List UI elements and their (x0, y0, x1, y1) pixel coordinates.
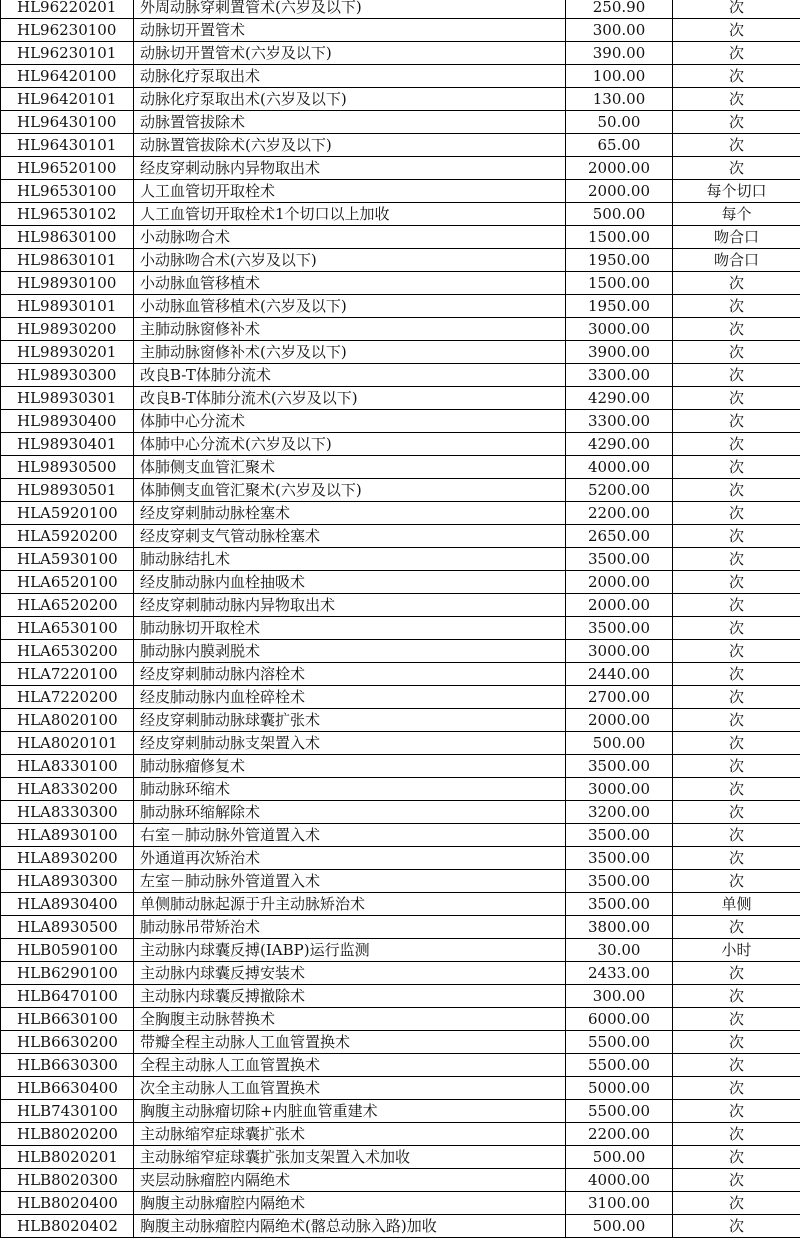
item-name-cell: 外通道再次矫治术 (134, 847, 566, 870)
item-name-cell: 经皮肺动脉内血栓抽吸术 (134, 571, 566, 594)
table-row (1, 42, 800, 65)
item-name-cell: 胸腹主动脉瘤切除+内脏血管重建术 (134, 1100, 566, 1123)
table-row (1, 870, 800, 893)
item-price-cell: 2433.00 (566, 962, 673, 985)
table-row (1, 410, 800, 433)
item-unit-cell: 次 (673, 1215, 800, 1238)
item-price-cell: 3500.00 (566, 893, 673, 916)
item-price-cell: 500.00 (566, 732, 673, 755)
item-unit-cell: 次 (673, 65, 800, 88)
item-name-cell: 经皮穿刺肺动脉内异物取出术 (134, 594, 566, 617)
item-price-cell: 2200.00 (566, 502, 673, 525)
item-name-cell: 经皮穿刺动脉内异物取出术 (134, 157, 566, 180)
item-unit-cell: 次 (673, 962, 800, 985)
item-unit-cell: 次 (673, 1192, 800, 1215)
item-code-cell: HL96420100 (1, 65, 134, 88)
item-price-cell: 4000.00 (566, 456, 673, 479)
table-row (1, 111, 800, 134)
item-price-cell: 3100.00 (566, 1192, 673, 1215)
item-code-cell: HLA5930100 (1, 548, 134, 571)
table-row (1, 364, 800, 387)
item-price-cell: 3500.00 (566, 824, 673, 847)
item-code-cell: HL96230100 (1, 19, 134, 42)
table-row (1, 1169, 800, 1192)
item-price-cell: 3800.00 (566, 916, 673, 939)
table-row (1, 1008, 800, 1031)
item-name-cell: 全胸腹主动脉替换术 (134, 1008, 566, 1031)
item-name-cell: 单侧肺动脉起源于升主动脉矫治术 (134, 893, 566, 916)
item-code-cell: HLB6630100 (1, 1008, 134, 1031)
item-code-cell: HL98930300 (1, 364, 134, 387)
item-price-cell: 4000.00 (566, 1169, 673, 1192)
item-name-cell: 经皮穿刺肺动脉支架置入术 (134, 732, 566, 755)
item-name-cell: 小动脉血管移植术 (134, 272, 566, 295)
table-row (1, 1031, 800, 1054)
table-row (1, 778, 800, 801)
table-row (1, 985, 800, 1008)
item-unit-cell: 次 (673, 1031, 800, 1054)
item-unit-cell: 次 (673, 1146, 800, 1169)
table-row (1, 502, 800, 525)
item-name-cell: 体肺中心分流术(六岁及以下) (134, 433, 566, 456)
item-name-cell: 小动脉血管移植术(六岁及以下) (134, 295, 566, 318)
item-unit-cell: 次 (673, 709, 800, 732)
table-row (1, 1146, 800, 1169)
item-unit-cell: 次 (673, 525, 800, 548)
item-unit-cell: 次 (673, 433, 800, 456)
item-name-cell: 肺动脉结扎术 (134, 548, 566, 571)
item-code-cell: HLA8930500 (1, 916, 134, 939)
table-row (1, 249, 800, 272)
table-row (1, 433, 800, 456)
item-code-cell: HLA8930300 (1, 870, 134, 893)
item-code-cell: HLB6630300 (1, 1054, 134, 1077)
item-code-cell: HLB8020201 (1, 1146, 134, 1169)
table-row (1, 893, 800, 916)
item-name-cell: 动脉置管拔除术 (134, 111, 566, 134)
table-row (1, 663, 800, 686)
item-name-cell: 改良B-T体肺分流术(六岁及以下) (134, 387, 566, 410)
item-code-cell: HLB6630200 (1, 1031, 134, 1054)
table-row (1, 1123, 800, 1146)
item-price-cell: 1500.00 (566, 226, 673, 249)
item-unit-cell: 次 (673, 42, 800, 65)
item-code-cell: HLA8930400 (1, 893, 134, 916)
table-row (1, 295, 800, 318)
item-unit-cell: 次 (673, 88, 800, 111)
item-unit-cell: 次 (673, 663, 800, 686)
table-row (1, 824, 800, 847)
item-unit-cell: 次 (673, 617, 800, 640)
item-code-cell: HLB8020400 (1, 1192, 134, 1215)
item-name-cell: 主动脉缩窄症球囊扩张加支架置入术加收 (134, 1146, 566, 1169)
table-row (1, 341, 800, 364)
item-code-cell: HL98930200 (1, 318, 134, 341)
item-code-cell: HLA5920200 (1, 525, 134, 548)
item-name-cell: 小动脉吻合术(六岁及以下) (134, 249, 566, 272)
table-row (1, 157, 800, 180)
table-row (1, 916, 800, 939)
table-row (1, 548, 800, 571)
item-code-cell: HLA6520100 (1, 571, 134, 594)
item-price-cell: 3300.00 (566, 410, 673, 433)
item-code-cell: HL98930500 (1, 456, 134, 479)
item-price-cell: 5200.00 (566, 479, 673, 502)
item-name-cell: 肺动脉内膜剥脱术 (134, 640, 566, 663)
table-row (1, 1192, 800, 1215)
item-price-cell: 2000.00 (566, 180, 673, 203)
table-row (1, 456, 800, 479)
item-unit-cell: 次 (673, 111, 800, 134)
item-name-cell: 全程主动脉人工血管置换术 (134, 1054, 566, 1077)
item-code-cell: HLB6630400 (1, 1077, 134, 1100)
item-unit-cell: 每个切口 (673, 180, 800, 203)
item-code-cell: HLA8020100 (1, 709, 134, 732)
item-code-cell: HLA8930100 (1, 824, 134, 847)
item-price-cell: 2650.00 (566, 525, 673, 548)
item-price-cell: 1950.00 (566, 295, 673, 318)
item-unit-cell: 次 (673, 985, 800, 1008)
table-row (1, 1100, 800, 1123)
item-code-cell: HLB7430100 (1, 1100, 134, 1123)
item-name-cell: 主动脉内球囊反搏撤除术 (134, 985, 566, 1008)
table-row (1, 962, 800, 985)
table-row (1, 88, 800, 111)
item-unit-cell: 吻合口 (673, 226, 800, 249)
item-name-cell: 人工血管切开取栓术1个切口以上加收 (134, 203, 566, 226)
item-price-cell: 500.00 (566, 203, 673, 226)
item-price-cell: 500.00 (566, 1146, 673, 1169)
item-name-cell: 带瓣全程主动脉人工血管置换术 (134, 1031, 566, 1054)
item-name-cell: 胸腹主动脉瘤腔内隔绝术 (134, 1192, 566, 1215)
item-unit-cell: 次 (673, 686, 800, 709)
table-row (1, 180, 800, 203)
table-row (1, 1077, 800, 1100)
item-unit-cell: 次 (673, 318, 800, 341)
item-price-cell: 4290.00 (566, 433, 673, 456)
item-price-cell: 3000.00 (566, 640, 673, 663)
item-unit-cell: 次 (673, 364, 800, 387)
table-row (1, 686, 800, 709)
table-row (1, 640, 800, 663)
item-price-cell: 300.00 (566, 985, 673, 1008)
item-code-cell: HL96530102 (1, 203, 134, 226)
item-price-cell: 3900.00 (566, 341, 673, 364)
item-unit-cell: 次 (673, 1169, 800, 1192)
item-code-cell: HL98930201 (1, 341, 134, 364)
item-code-cell: HLA6520200 (1, 594, 134, 617)
item-unit-cell: 次 (673, 847, 800, 870)
item-price-cell: 3500.00 (566, 548, 673, 571)
item-unit-cell: 次 (673, 295, 800, 318)
item-name-cell: 动脉切开置管术 (134, 19, 566, 42)
item-price-cell: 500.00 (566, 1215, 673, 1238)
item-name-cell: 体肺侧支血管汇聚术(六岁及以下) (134, 479, 566, 502)
table-row (1, 1054, 800, 1077)
item-price-cell: 3300.00 (566, 364, 673, 387)
item-unit-cell: 次 (673, 778, 800, 801)
item-name-cell: 胸腹主动脉瘤腔内隔绝术(髂总动脉入路)加收 (134, 1215, 566, 1238)
item-code-cell: HLA8930200 (1, 847, 134, 870)
item-price-cell: 3500.00 (566, 847, 673, 870)
item-unit-cell: 次 (673, 571, 800, 594)
item-code-cell: HL96420101 (1, 88, 134, 111)
item-name-cell: 肺动脉环缩解除术 (134, 801, 566, 824)
item-name-cell: 经皮肺动脉内血栓碎栓术 (134, 686, 566, 709)
item-name-cell: 肺动脉吊带矫治术 (134, 916, 566, 939)
item-unit-cell: 次 (673, 801, 800, 824)
item-price-cell: 6000.00 (566, 1008, 673, 1031)
item-price-cell: 3000.00 (566, 318, 673, 341)
item-price-cell: 100.00 (566, 65, 673, 88)
item-unit-cell: 次 (673, 824, 800, 847)
item-unit-cell: 次 (673, 0, 800, 19)
item-unit-cell: 次 (673, 870, 800, 893)
table-row (1, 571, 800, 594)
item-unit-cell: 次 (673, 479, 800, 502)
table-row (1, 755, 800, 778)
table-row (1, 65, 800, 88)
item-price-cell: 2000.00 (566, 709, 673, 732)
item-code-cell: HLB6290100 (1, 962, 134, 985)
item-unit-cell: 次 (673, 916, 800, 939)
item-name-cell: 动脉化疗泵取出术(六岁及以下) (134, 88, 566, 111)
item-code-cell: HLA6530200 (1, 640, 134, 663)
item-price-cell: 130.00 (566, 88, 673, 111)
table-row (1, 525, 800, 548)
item-name-cell: 经皮穿刺支气管动脉栓塞术 (134, 525, 566, 548)
item-unit-cell: 次 (673, 157, 800, 180)
item-code-cell: HLA8020101 (1, 732, 134, 755)
item-unit-cell: 次 (673, 1077, 800, 1100)
item-name-cell: 体肺侧支血管汇聚术 (134, 456, 566, 479)
item-price-cell: 5000.00 (566, 1077, 673, 1100)
item-price-cell: 30.00 (566, 939, 673, 962)
item-price-cell: 3200.00 (566, 801, 673, 824)
item-price-cell: 65.00 (566, 134, 673, 157)
item-code-cell: HL96520100 (1, 157, 134, 180)
item-code-cell: HL98930101 (1, 295, 134, 318)
item-name-cell: 外周动脉穿刺置管术(六岁及以下) (134, 0, 566, 19)
item-code-cell: HL98630100 (1, 226, 134, 249)
item-code-cell: HLA8330200 (1, 778, 134, 801)
fee-schedule-body (1, 0, 800, 1238)
item-unit-cell: 次 (673, 640, 800, 663)
item-code-cell: HLA6530100 (1, 617, 134, 640)
item-price-cell: 2440.00 (566, 663, 673, 686)
item-name-cell: 右室－肺动脉外管道置入术 (134, 824, 566, 847)
table-row (1, 1215, 800, 1238)
item-price-cell: 5500.00 (566, 1054, 673, 1077)
item-name-cell: 左室－肺动脉外管道置入术 (134, 870, 566, 893)
table-row (1, 318, 800, 341)
item-name-cell: 改良B-T体肺分流术 (134, 364, 566, 387)
item-unit-cell: 次 (673, 1100, 800, 1123)
item-name-cell: 经皮穿刺肺动脉球囊扩张术 (134, 709, 566, 732)
item-name-cell: 人工血管切开取栓术 (134, 180, 566, 203)
item-unit-cell: 次 (673, 1123, 800, 1146)
item-name-cell: 夹层动脉瘤腔内隔绝术 (134, 1169, 566, 1192)
item-name-cell: 肺动脉切开取栓术 (134, 617, 566, 640)
item-unit-cell: 次 (673, 1008, 800, 1031)
item-price-cell: 250.90 (566, 0, 673, 19)
item-unit-cell: 每个 (673, 203, 800, 226)
table-row (1, 594, 800, 617)
item-code-cell: HLA7220200 (1, 686, 134, 709)
table-row (1, 617, 800, 640)
item-code-cell: HL96430101 (1, 134, 134, 157)
item-code-cell: HL96230101 (1, 42, 134, 65)
item-name-cell: 体肺中心分流术 (134, 410, 566, 433)
item-code-cell: HL98930100 (1, 272, 134, 295)
item-price-cell: 3500.00 (566, 755, 673, 778)
item-price-cell: 2000.00 (566, 157, 673, 180)
table-row (1, 847, 800, 870)
item-code-cell: HLB8020300 (1, 1169, 134, 1192)
table-row (1, 801, 800, 824)
table-row (1, 709, 800, 732)
item-name-cell: 经皮穿刺肺动脉栓塞术 (134, 502, 566, 525)
item-name-cell: 主动脉内球囊反搏安装术 (134, 962, 566, 985)
table-row (1, 387, 800, 410)
item-price-cell: 2200.00 (566, 1123, 673, 1146)
table-row (1, 0, 800, 19)
item-code-cell: HLA8330100 (1, 755, 134, 778)
item-price-cell: 3500.00 (566, 870, 673, 893)
item-price-cell: 1500.00 (566, 272, 673, 295)
table-row (1, 939, 800, 962)
item-name-cell: 主肺动脉窗修补术 (134, 318, 566, 341)
item-name-cell: 肺动脉环缩术 (134, 778, 566, 801)
item-unit-cell: 次 (673, 456, 800, 479)
item-name-cell: 主动脉缩窄症球囊扩张术 (134, 1123, 566, 1146)
item-price-cell: 50.00 (566, 111, 673, 134)
item-code-cell: HLA7220100 (1, 663, 134, 686)
item-price-cell: 5500.00 (566, 1100, 673, 1123)
item-code-cell: HLB0590100 (1, 939, 134, 962)
item-unit-cell: 小时 (673, 939, 800, 962)
item-unit-cell: 次 (673, 272, 800, 295)
item-code-cell: HL98930400 (1, 410, 134, 433)
item-name-cell: 动脉切开置管术(六岁及以下) (134, 42, 566, 65)
item-code-cell: HLB8020200 (1, 1123, 134, 1146)
item-code-cell: HL96430100 (1, 111, 134, 134)
item-code-cell: HL98930501 (1, 479, 134, 502)
item-name-cell: 肺动脉瘤修复术 (134, 755, 566, 778)
item-code-cell: HL96220201 (1, 0, 134, 19)
item-price-cell: 390.00 (566, 42, 673, 65)
item-unit-cell: 次 (673, 548, 800, 571)
item-code-cell: HL98930301 (1, 387, 134, 410)
item-unit-cell: 次 (673, 19, 800, 42)
table-row (1, 479, 800, 502)
item-name-cell: 经皮穿刺肺动脉内溶栓术 (134, 663, 566, 686)
item-name-cell: 动脉化疗泵取出术 (134, 65, 566, 88)
item-name-cell: 动脉置管拔除术(六岁及以下) (134, 134, 566, 157)
item-unit-cell: 次 (673, 1054, 800, 1077)
item-unit-cell: 次 (673, 134, 800, 157)
item-code-cell: HLB8020402 (1, 1215, 134, 1238)
item-code-cell: HL96530100 (1, 180, 134, 203)
item-unit-cell: 次 (673, 341, 800, 364)
item-price-cell: 2000.00 (566, 594, 673, 617)
item-price-cell: 3500.00 (566, 617, 673, 640)
item-unit-cell: 吻合口 (673, 249, 800, 272)
item-unit-cell: 次 (673, 732, 800, 755)
item-unit-cell: 次 (673, 502, 800, 525)
item-price-cell: 300.00 (566, 19, 673, 42)
table-row (1, 226, 800, 249)
item-code-cell: HLA8330300 (1, 801, 134, 824)
item-price-cell: 1950.00 (566, 249, 673, 272)
item-unit-cell: 次 (673, 410, 800, 433)
item-code-cell: HLA5920100 (1, 502, 134, 525)
item-price-cell: 4290.00 (566, 387, 673, 410)
item-code-cell: HLB6470100 (1, 985, 134, 1008)
item-unit-cell: 次 (673, 387, 800, 410)
item-unit-cell: 次 (673, 755, 800, 778)
table-row (1, 19, 800, 42)
table-row (1, 134, 800, 157)
item-unit-cell: 次 (673, 594, 800, 617)
item-name-cell: 主动脉内球囊反搏(IABP)运行监测 (134, 939, 566, 962)
table-row (1, 732, 800, 755)
item-price-cell: 2000.00 (566, 571, 673, 594)
item-name-cell: 小动脉吻合术 (134, 226, 566, 249)
item-price-cell: 2700.00 (566, 686, 673, 709)
item-code-cell: HL98930401 (1, 433, 134, 456)
table-row (1, 272, 800, 295)
item-name-cell: 主肺动脉窗修补术(六岁及以下) (134, 341, 566, 364)
item-code-cell: HL98630101 (1, 249, 134, 272)
item-name-cell: 次全主动脉人工血管置换术 (134, 1077, 566, 1100)
table-row (1, 203, 800, 226)
item-price-cell: 5500.00 (566, 1031, 673, 1054)
item-unit-cell: 单侧 (673, 893, 800, 916)
item-price-cell: 3000.00 (566, 778, 673, 801)
